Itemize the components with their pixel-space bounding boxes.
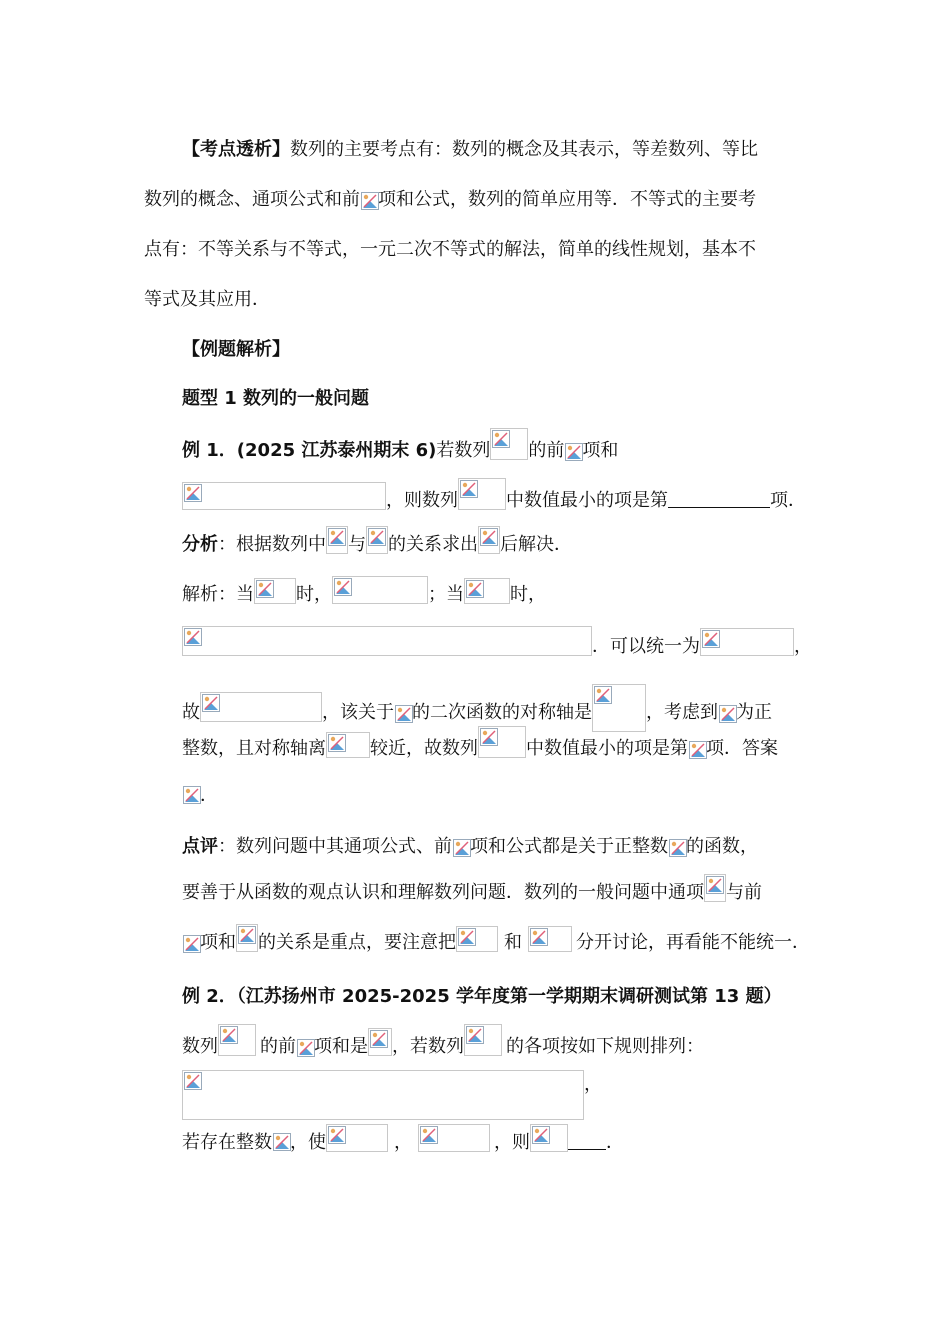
broken-image-icon [564, 442, 582, 460]
formula-image [200, 692, 322, 722]
formula-image [490, 428, 528, 460]
formula-image [326, 732, 370, 758]
example1-solution-3: 故 ，该关于 的二次函数的对称轴是 ，考虑到 为正 [182, 684, 772, 732]
example1-solution-2: ．可以统一为 ， [182, 626, 812, 660]
formula-image [528, 926, 572, 952]
formula-image [236, 924, 258, 952]
example1-solution-1: 解析：当 时， ；当 时， [182, 576, 546, 608]
formula-image [530, 1124, 568, 1152]
formula-image [464, 1024, 502, 1056]
analysis-label: 分析 [182, 534, 218, 555]
formula-image [218, 1024, 256, 1056]
broken-image-icon [360, 191, 378, 209]
broken-image-icon [718, 704, 736, 722]
comment-label: 点评 [182, 836, 218, 857]
example2-sequence: ， [182, 1070, 602, 1120]
example1-comment-1: 点评：数列问题中其通项公式、前 项和公式都是关于正整数 的函数， [182, 836, 758, 857]
formula-image [368, 1028, 392, 1056]
intro-line-1: 【考点透析】数列的主要考点有：数列的概念及其表示，等差数列、等比 [182, 139, 758, 160]
formula-image [326, 526, 348, 554]
example1-solution-4: 整数，且对称轴离 较近，故数列 中数值最小的项是第 项．答案 [182, 726, 778, 762]
formula-image [458, 478, 506, 510]
example2-label: 例 2．（江苏扬州市 2025-2025 学年度第一学期期末调研测试第 13 题） [182, 986, 782, 1007]
broken-image-icon [394, 704, 412, 722]
formula-image [592, 684, 646, 732]
intro-line-3: 点有：不等关系与不等式，一元二次不等式的解法，简单的线性规划，基本不 [144, 239, 756, 260]
broken-image-icon [668, 838, 686, 856]
formula-image [464, 578, 510, 604]
intro-line-4: 等式及其应用． [144, 289, 270, 310]
example1-comment-3: 项和 的关系是重点，要注意把 和 分开讨论，再看能不能统一． [182, 924, 810, 956]
broken-image-icon [272, 1132, 290, 1152]
formula-image [700, 628, 794, 656]
example1-answer: ． [182, 783, 218, 809]
formula-image [704, 874, 726, 902]
formula-image [182, 482, 386, 510]
broken-image-icon [182, 785, 200, 805]
formula-image [254, 578, 296, 604]
broken-image-icon [182, 934, 200, 952]
broken-image-icon [688, 740, 706, 758]
formula-image [182, 1070, 584, 1120]
intro-line-2: 数列的概念、通项公式和前 项和公式，数列的简单应用等．不等式的主要考 [144, 189, 756, 210]
formula-image [332, 576, 428, 604]
formula-image [478, 726, 526, 758]
formula-image [478, 526, 500, 554]
formula-image [418, 1124, 490, 1152]
formula-image [456, 926, 498, 952]
broken-image-icon [296, 1038, 314, 1056]
section-heading-kaodian: 【考点透析】 [182, 139, 290, 160]
formula-image [326, 1124, 388, 1152]
example1-line-2: ，则数列 中数值最小的项是第 项． [182, 478, 806, 514]
answer-blank [668, 489, 770, 508]
example2-line-3: 若存在整数 ，使 ， ，则 ． [182, 1124, 624, 1156]
formula-image [182, 626, 592, 656]
example1-line-1: 例 1．(2025 江苏泰州期末 6)若数列 的前 项和 [182, 428, 618, 464]
broken-image-icon [452, 838, 470, 856]
example2-line-1: 数列 的前 项和是 ，若数列 的各项按如下规则排列： [182, 1024, 704, 1060]
example1-comment-2: 要善于从函数的观点认识和理解数列问题．数列的一般问题中通项 与前 [182, 874, 762, 906]
example1-analysis: 分析：根据数列中 与 的关系求出 后解决． [182, 526, 572, 558]
example1-label: 例 1．(2025 江苏泰州期末 6) [182, 440, 437, 461]
type1-heading: 题型 1 数列的一般问题 [182, 388, 370, 409]
examples-heading: 【例题解析】 [182, 339, 290, 360]
answer-blank [568, 1131, 606, 1150]
formula-image [366, 526, 388, 554]
